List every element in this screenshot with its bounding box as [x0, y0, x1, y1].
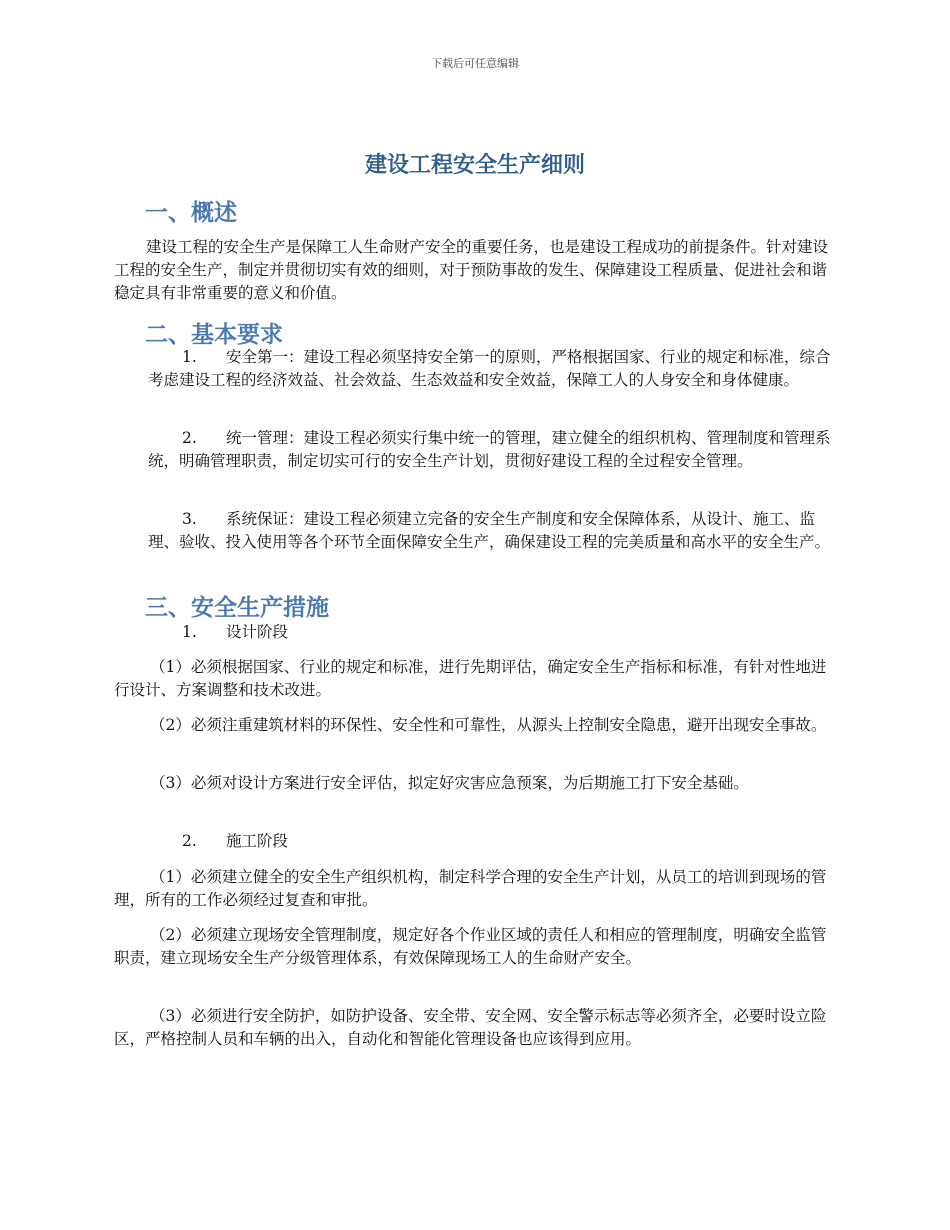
- design-measure-item: [114, 656, 840, 702]
- phase-heading-construction: [182, 830, 288, 853]
- measure-text: （2）必须建立现场安全管理制度，规定好各个作业区域的责任人和相应的管理制度，明确安全监管职责，建立现场安全生产分级管理体系，有效保障现场工人的生命财产安全。: [114, 926, 827, 967]
- overview-paragraph-text: 建设工程的安全生产是保障工人生命财产安全的重要任务，也是建设工程成功的前提条件。针对建设工程的安全生产，制定并贯彻切实有效的细则，对于预防事故的发生、保障建设工程质量、促进社会和谐稳定具有非常重要的意义和价值。: [114, 238, 829, 302]
- phase-label: 施工阶段: [226, 832, 289, 850]
- requirement-item: [148, 346, 840, 392]
- section-heading-safety-measures: 三、安全生产措施: [145, 595, 329, 621]
- design-measure-item: [114, 714, 840, 737]
- measure-text: （2）必须注重建筑材料的环保性、安全性和可靠性，从源头上控制安全隐患，避开出现安全事故。: [150, 716, 827, 734]
- design-measure-item: [114, 772, 840, 795]
- measure-text: （1）必须根据国家、行业的规定和标准，进行先期评估，确定安全生产指标和标准，有针对性地进行设计、方案调整和技术改进。: [114, 658, 827, 699]
- measure-text: （1）必须建立健全的安全生产组织机构，制定科学合理的安全生产计划，从员工的培训到现场的管理，所有的工作必须经过复查和审批。: [114, 868, 827, 909]
- requirement-item: [148, 508, 840, 554]
- document-title: 建设工程安全生产细则: [364, 153, 585, 178]
- requirement-text: 统一管理：建设工程必须实行集中统一的管理，建立健全的组织机构、管理制度和管理系统，明确管理职责，制定切实可行的安全生产计划，贯彻好建设工程的全过程安全管理。: [148, 429, 831, 470]
- requirement-text: 系统保证：建设工程必须建立完备的安全生产制度和安全保障体系，从设计、施工、监理、验收、投入使用等各个环节全面保障安全生产，确保建设工程的完美质量和高水平的安全生产。: [148, 510, 831, 551]
- requirement-number: 3.: [182, 510, 197, 528]
- phase-heading-design: [182, 621, 288, 644]
- section-heading-overview: 一、概述: [145, 200, 237, 226]
- phase-number: 2.: [182, 832, 197, 850]
- requirement-number: 1.: [182, 348, 197, 366]
- section-heading-basic-requirements: 二、基本要求: [145, 322, 283, 348]
- construction-measure-item: [114, 866, 840, 912]
- construction-measure-item: [114, 924, 840, 970]
- overview-paragraph: [114, 236, 840, 305]
- requirement-text: 安全第一：建设工程必须坚持安全第一的原则，严格根据国家、行业的规定和标准，综合考虑建设工程的经济效益、社会效益、生态效益和安全效益，保障工人的人身安全和身体健康。: [148, 348, 831, 389]
- construction-measure-item: [114, 1005, 840, 1051]
- page-header-note: 下载后可任意编辑: [431, 57, 519, 70]
- requirement-item: [148, 427, 840, 473]
- phase-number: 1.: [182, 623, 197, 641]
- phase-label: 设计阶段: [226, 623, 289, 641]
- requirement-number: 2.: [182, 429, 197, 447]
- measure-text: （3）必须对设计方案进行安全评估，拟定好灾害应急预案，为后期施工打下安全基础。: [150, 774, 749, 792]
- measure-text: （3）必须进行安全防护，如防护设备、安全带、安全网、安全警示标志等必须齐全，必要时设立险区，严格控制人员和车辆的出入，自动化和智能化管理设备也应该得到应用。: [114, 1007, 827, 1048]
